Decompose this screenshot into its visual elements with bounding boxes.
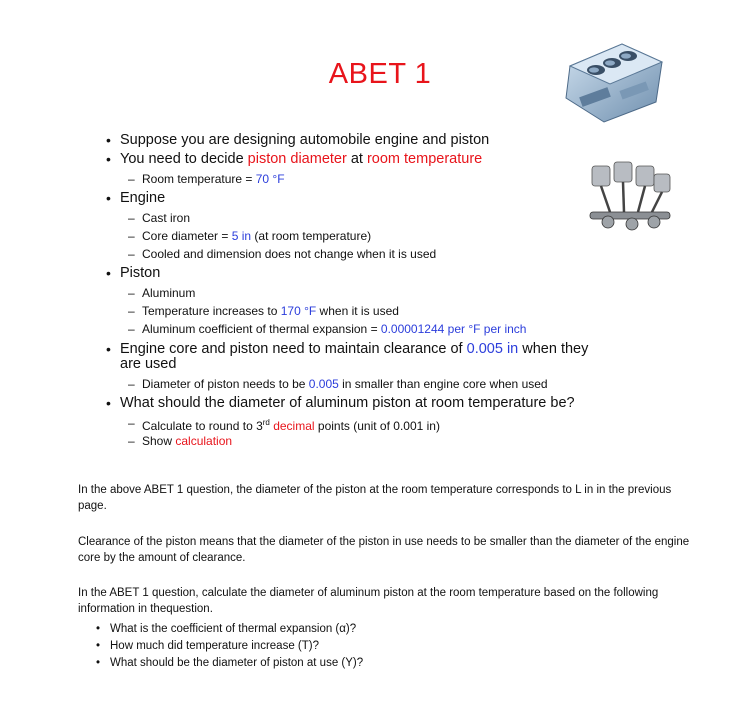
bullet-piston: • Piston — [106, 265, 161, 281]
bullet-clearance-cont: are used — [120, 356, 177, 372]
list-item: • How much did temperature increase (T)? — [96, 640, 319, 652]
list-item: • What is the coefficient of thermal expansion (α)? — [96, 623, 357, 635]
bullet-engine: • Engine — [106, 190, 166, 206]
sub-aluminum: – Aluminum — [128, 286, 196, 300]
sub-cooled: – Cooled and dimension does not change when it is used — [128, 247, 437, 261]
sub-show-calculation: – Show calculation — [128, 434, 233, 448]
pistons-icon — [584, 160, 676, 240]
paragraph-2: Clearance of the piston means that the diameter of the piston in use needs to be smaller than the diameter of the engine core by the amount of clearance. — [78, 536, 690, 564]
engine-block-icon — [560, 36, 668, 124]
sub-core-diameter: – Core diameter = 5 in (at room temperature) — [128, 229, 372, 243]
bullet-clearance: • Engine core and piston need to maintain clearance of 0.005 in when they — [106, 341, 589, 357]
list-item: • What should be the diameter of piston at use (Y)? — [96, 657, 364, 669]
bullet-question: • What should the diameter of aluminum piston at room temperature be? — [106, 395, 575, 411]
sub-room-temperature: – Room temperature = 70 °F — [128, 172, 285, 186]
sub-cast-iron: – Cast iron — [128, 211, 191, 225]
sub-coefficient: – Aluminum coefficient of thermal expansion = 0.00001244 per °F per inch — [128, 322, 527, 336]
bullet-designing: • Suppose you are designing automobile engine and piston — [106, 132, 490, 148]
sub-diameter-smaller: – Diameter of piston needs to be 0.005 in smaller than engine core when used — [128, 377, 548, 391]
sub-round: – Calculate to round to 3rd decimal points (unit of 0.001 in) — [128, 416, 440, 433]
sub-temperature-increase: – Temperature increases to 170 °F when it is used — [128, 304, 399, 318]
slide-title: ABET 1 — [328, 58, 432, 90]
paragraph-1: In the above ABET 1 question, the diameter of the piston at the room temperature corresponds to L in in the previous page. — [78, 484, 672, 512]
paragraph-3: In the ABET 1 question, calculate the diameter of aluminum piston at the room temperature based on the following information in thequestion. — [78, 587, 659, 615]
bullet-decide: • You need to decide piston diameter at room temperature — [106, 151, 483, 167]
